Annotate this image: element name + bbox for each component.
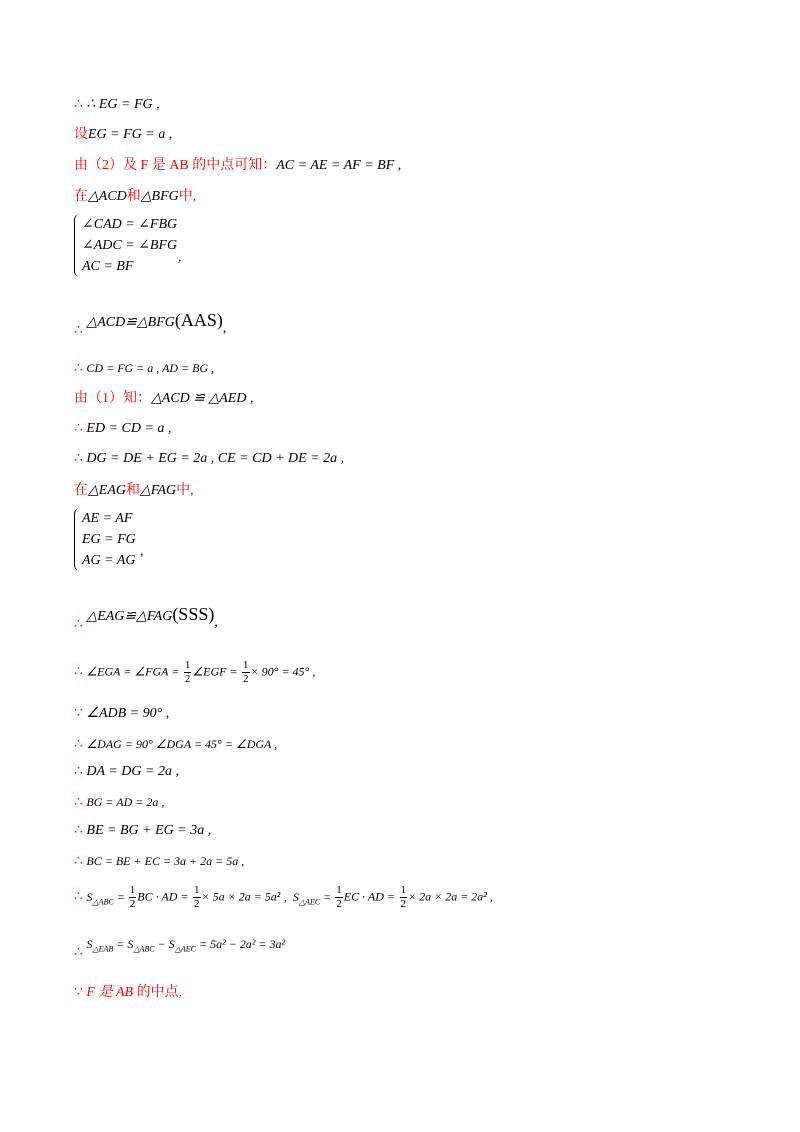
therefore-symbol: ∴ [74, 795, 87, 810]
fraction-half: $\frac{1}{2}$ [129, 884, 136, 910]
step-eg-eq-fg: ∴ ∴ EG = FG , [74, 97, 160, 112]
therefore-symbol: ∴ [74, 97, 87, 112]
because-symbol: ∵ [74, 985, 87, 1000]
set-label: 设 [74, 127, 88, 142]
step-midpoint: 由（2）及 F 是 AB 的中点可知：AC = AE = AF = BF , [74, 158, 402, 173]
step-da-dg: ∴ DA = DG = 2a , [74, 764, 179, 779]
step-angle-ega: ∴ ∠EGA = ∠FGA = $\frac{1}{2}$ ∠EGF = $\frac{1}{2}$ × 90° = 45° , [74, 659, 316, 685]
therefore-symbol: ∴ [74, 889, 87, 905]
therefore-symbol: ∴ [74, 664, 87, 680]
because-symbol: ∵ [74, 706, 87, 721]
fraction-half: $\frac{1}{2}$ [336, 884, 342, 910]
fraction-half: $\frac{1}{2}$ [194, 884, 200, 910]
left-brace [74, 214, 81, 277]
step-congruent-aas: ∴ △ACD≌△BFG(AAS), [74, 310, 227, 338]
step-cd-fg: ∴ CD = FG = a , AD = BG , [74, 361, 215, 376]
step-ed-cd: ∴ ED = CD = a , [74, 421, 172, 436]
equation-system-1: ∠CAD = ∠FBG ∠ADC = ∠BFG AC = BF , [74, 214, 177, 277]
therefore-symbol: ∴ [74, 737, 87, 752]
step-in-triangles-1: 在△ACD和△BFG中, [74, 189, 197, 204]
step-congruent-sss: ∴ △EAG≌△FAG(SSS), [74, 604, 218, 632]
left-brace [74, 508, 81, 571]
midpoint-text: 由（2）及 F 是 AB 的中点可知： [74, 158, 277, 173]
step-be: ∴ BE = BG + EG = 3a , [74, 823, 212, 838]
step-set-a: 设EG = FG = a , [74, 127, 173, 142]
step-bc: ∴ BC = BE + EC = 3a + 2a = 5a , [74, 854, 245, 869]
equation-system-2: AE = AF EG = FG AG = AG , [74, 508, 136, 571]
therefore-symbol: ∴ [74, 421, 87, 436]
step-area-eab: ∴ $S_{\triangle EAB} = S_{\triangle ABC} - S_{\triangle AEC} = 5a^2 - 2a^2 = 3a^2$ [74, 937, 286, 960]
fraction-half: $\frac{1}{2}$ [184, 659, 191, 685]
step-angle-adb: ∵ ∠ADB = 90° , [74, 706, 170, 721]
fraction-half: $\frac{1}{2}$ [243, 659, 249, 685]
step-in-triangles-2: 在△EAG和△FAG中, [74, 483, 194, 498]
step-f-midpoint: ∵ F 是 AB 的中点, [74, 985, 183, 1000]
therefore-symbol: ∴ [74, 451, 87, 466]
step-dg-ce: ∴ DG = DE + EG = 2a , CE = CD + DE = 2a , [74, 451, 345, 466]
therefore-symbol: ∴ [74, 323, 87, 338]
step-angle-dag: ∴ ∠DAG = 90° ∠DGA = 45° = ∠DGA , [74, 737, 278, 752]
step-areas: ∴ $S_{\triangle ABC}$ = $\frac{1}{2}$ BC · AD = $\frac{1}{2}$ × 5a × 2a = 5a² , $S_{\triangle AEC}$ = $\frac{1}{2}$ EC · AD = $\frac{1}{2}$ × 2a × 2a = 2a² , [74, 884, 493, 910]
therefore-symbol: ∴ [74, 361, 87, 376]
fraction-half: $\frac{1}{2}$ [400, 884, 406, 910]
therefore-symbol: ∴ [74, 854, 87, 869]
step-bg-ad: ∴ BG = AD = 2a , [74, 795, 165, 810]
step-from-1: 由（1）知：△ACD ≌ △AED , [74, 391, 254, 406]
therefore-symbol: ∴ [74, 823, 87, 838]
therefore-symbol: ∴ [74, 945, 87, 960]
therefore-symbol: ∴ [74, 617, 87, 632]
therefore-symbol: ∴ [74, 764, 87, 779]
